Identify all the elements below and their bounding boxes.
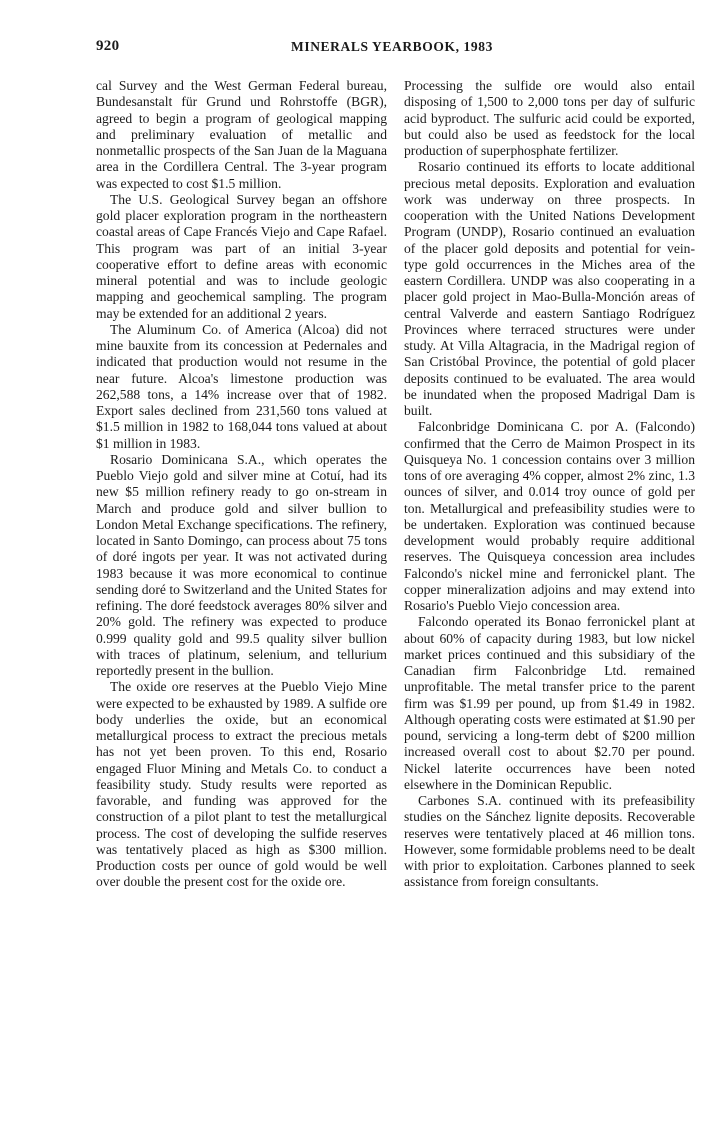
paragraph: Processing the sulfide ore would also entail disposing of 1,500 to 2,000 tons per day of sulfuric acid byproduct. The sulfuric acid could be exported, but could also be used as feedstock for the local production of superphosphate fertilizer.	[404, 78, 695, 158]
paragraph: The U.S. Geological Survey began an offshore gold placer exploration program in the northeastern coastal areas of Cape Francés Viejo and Cape Rafael. This program was part of an initial 3-year cooperative effort to define areas with economic mineral potential and was to include geologic mapping and geochemical sampling. The program may be extended for an additional 2 years.	[96, 191, 387, 321]
left-column	[96, 78, 387, 891]
paragraph: Falconbridge Dominicana C. por A. (Falcondo) confirmed that the Cerro de Maimon Prospect in its Quisqueya No. 1 concession contains over 3 million tons of ore averaging 4% copper, almost 2% zinc, 1.3 ounces of silver, and 0.014 troy ounce of gold per ton. Metallurgical and prefeasibility studies were to be undertaken. Exploration was continued because development would probably require additional reserves. The Quisqueya concession area includes Falcondo's nickel mine and ferronickel plant. The copper mineralization adjoins and may extend into Rosario's Pueblo Viejo concession area.	[404, 419, 695, 613]
paragraph: cal Survey and the West German Federal bureau, Bundesanstalt für Grund und Rohrstoffe (BGR), agreed to begin a program of geological mapping and preliminary evaluation of metallic and nonmetallic prospects of the San Juan de la Maguana area in the Cordillera Central. The 3-year program was expected to cost $1.5 million.	[96, 78, 387, 191]
running-title: MINERALS YEARBOOK, 1983	[291, 39, 493, 54]
paragraph: The Aluminum Co. of America (Alcoa) did not mine bauxite from its concession at Pedernales and indicated that production would not resume in the near future. Alcoa's limestone production was 262,588 tons, a 14% increase over that of 1982. Export sales declined from 231,560 tons valued at $1.5 million in 1982 to 168,044 tons valued at about $1 million in 1983.	[96, 321, 387, 451]
paragraph: The oxide ore reserves at the Pueblo Viejo Mine were expected to be exhausted by 1989. A sulfide ore body underlies the oxide, but an economical metallurgical process to extract the precious metals has not yet been proven. To this end, Rosario engaged Fluor Mining and Metals Co. to conduct a feasibility study. Study results were reported as favorable, and funding was approved for the construction of a pilot plant to test the metallurgical process. The cost of developing the sulfide reserves was tentatively placed as high as $300 million. Production costs per ounce of gold would be well over double the present cost for the oxide ore.	[96, 679, 387, 890]
paragraph: Carbones S.A. continued with its prefeasibility studies on the Sánchez lignite deposits. Recoverable reserves were tentatively placed at 46 million tons. However, some formidable problems need to be dealt with prior to exploitation. Carbones planned to seek assistance from foreign consultants.	[404, 793, 695, 890]
right-column	[404, 78, 695, 891]
paragraph: Rosario Dominicana S.A., which operates the Pueblo Viejo gold and silver mine at Cotuí, had its new $5 million refinery ready to go on-stream in March and produce gold and silver bullion to London Metal Exchange specifications. The refinery, located in Santo Domingo, can process about 75 tons of doré ingots per year. It was not activated during 1983 because it was more economical to continue sending doré to Switzerland and the United States for refining. The doré feedstock averages 80% silver and 20% gold. The refinery was expected to produce 0.999 quality gold and 99.5 quality silver bullion with traces of platinum, selenium, and tellurium reportedly present in the bullion.	[96, 451, 387, 678]
page-number: 920	[96, 38, 120, 54]
paragraph: Falcondo operated its Bonao ferronickel plant at about 60% of capacity during 1983, but low nickel market prices continued and this subsidiary of the Canadian firm Falconbridge Ltd. remained unprofitable. The metal transfer price to the parent firm was $1.99 per pound, up from $1.49 in 1982. Although operating costs were estimated at $1.90 per pound, servicing a long-term debt of $200 million increased overall cost to about $2.70 per pound. Nickel laterite occurrences have been noted elsewhere in the Dominican Republic.	[404, 614, 695, 792]
paragraph: Rosario continued its efforts to locate additional precious metal deposits. Exploration and evaluation work was underway on three prospects. In cooperation with the United Nations Development Program (UNDP), Rosario continued an evaluation of the placer gold deposits and potential for vein-type gold occurrences in the Miches area of the eastern Cordillera. UNDP was also cooperating in a placer gold project in Mao-Bulla-Monción areas of central Valverde and eastern Santiago Rodríguez Provinces where terraced structures were under study. At Villa Altagracia, in the Madrigal region of San Cristóbal Province, the potential of gold placer deposits continued to be evaluated. The area would be inundated when the proposed Madrigal Dam is built.	[404, 159, 695, 418]
page-header	[96, 38, 696, 60]
